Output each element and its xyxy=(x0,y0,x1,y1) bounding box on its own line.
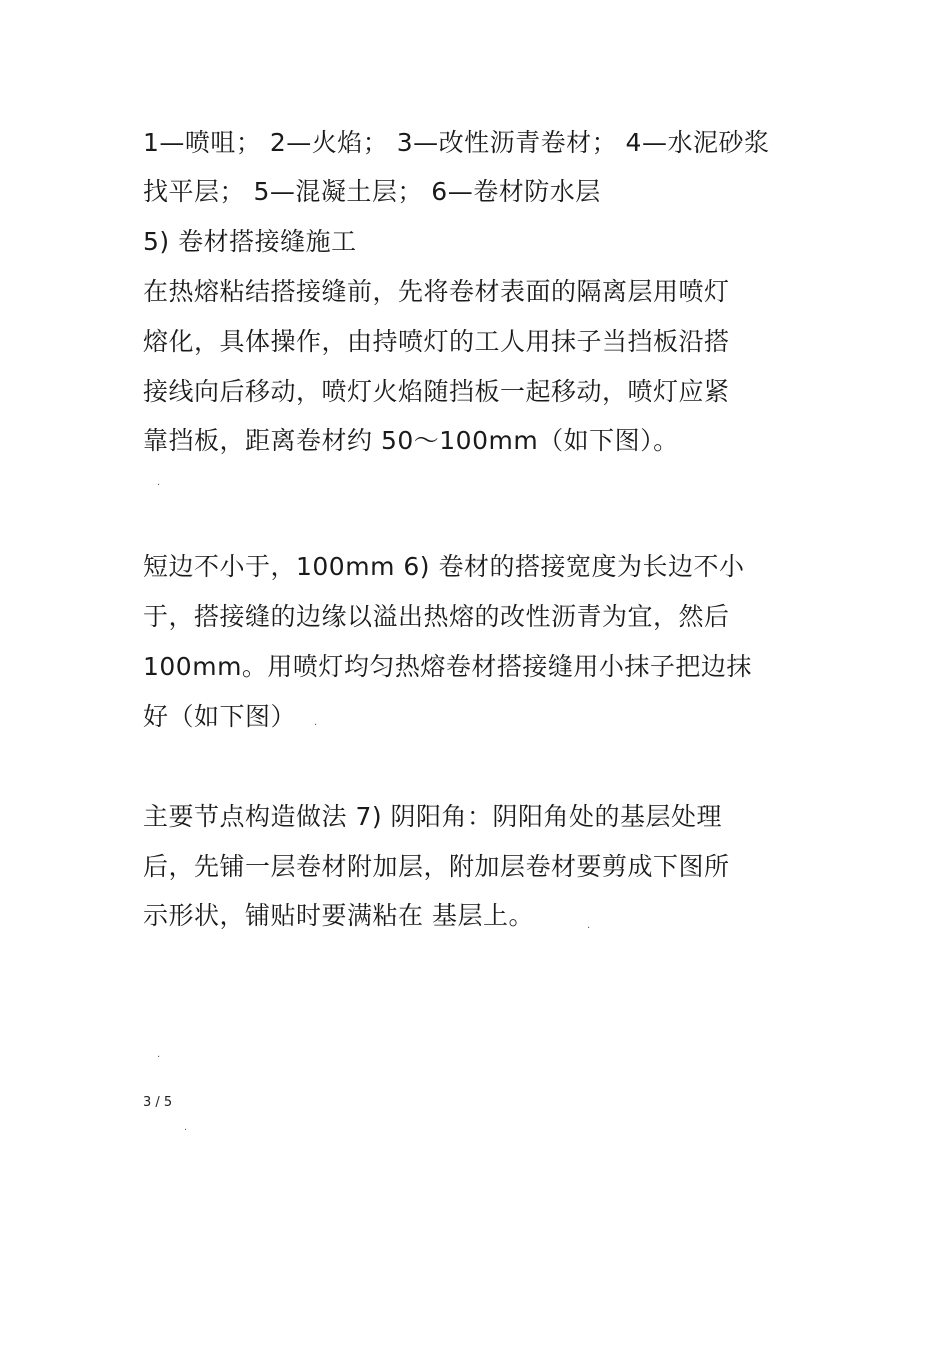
text-line: 100mm。用喷灯均匀热熔卷材搭接缝用小抹子把边抹 xyxy=(143,652,752,681)
text-line: 于，搭接缝的边缘以溢出热熔的改性沥青为宜，然后 xyxy=(143,602,730,631)
text-line-legend-1: 1—喷咀； 2—火焰； 3—改性沥青卷材； 4—水泥砂浆 xyxy=(143,128,770,157)
text-line: 好（如下图） xyxy=(143,702,297,731)
text-line-legend-2: 找平层； 5—混凝土层； 6—卷材防水层 xyxy=(143,177,601,206)
placeholder-mark: . xyxy=(587,920,591,931)
text-line: 示形状，铺贴时要满粘在 基层上。 xyxy=(143,901,534,930)
text-line: 后，先铺一层卷材附加层，附加层卷材要剪成下图所 xyxy=(143,852,730,881)
placeholder-mark: . xyxy=(157,477,161,488)
text-line: 熔化，具体操作，由持喷灯的工人用抹子当挡板沿搭 xyxy=(143,327,730,356)
section-heading-nodes: 主要节点构造做法 7) 阴阳角：阴阳角处的基层处理 xyxy=(143,802,723,831)
text-line: 短边不小于，100mm 6) 卷材的搭接宽度为长边不小 xyxy=(143,552,745,581)
text-line: 在热熔粘结搭接缝前，先将卷材表面的隔离层用喷灯 xyxy=(143,277,730,306)
section-heading-seam: 5) 卷材搭接缝施工 xyxy=(143,227,357,256)
text-line: 靠挡板，距离卷材约 50～100mm（如下图）。 xyxy=(143,426,679,455)
placeholder-mark: . xyxy=(157,1049,161,1060)
page-number: 3 / 5 xyxy=(143,1095,173,1110)
placeholder-mark: . xyxy=(184,1122,188,1133)
text-line: 接线向后移动，喷灯火焰随挡板一起移动，喷灯应紧 xyxy=(143,377,730,406)
placeholder-mark: . xyxy=(314,717,318,728)
